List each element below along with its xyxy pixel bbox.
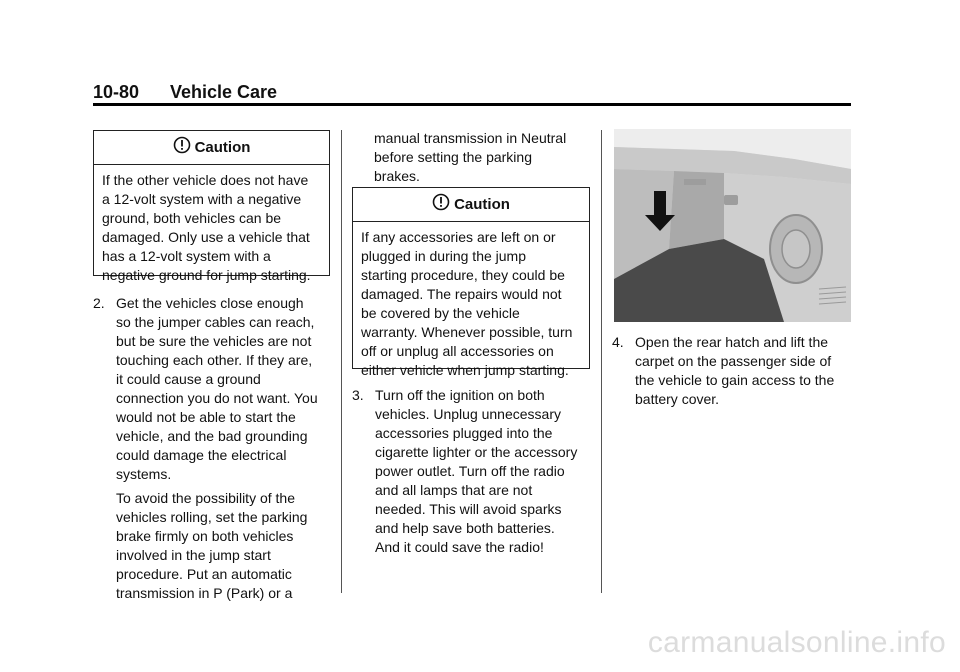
text-line: manual transmission in Neutral [374,130,567,146]
text-line: accessories plugged into the [375,425,553,441]
text-line: And it could save the radio! [375,539,544,555]
text-line: negative ground for jump starting. [102,267,311,283]
step-text [116,294,318,484]
text-line: battery cover. [635,391,720,407]
text-line: so the jumper cables can reach, [116,314,315,330]
step-number: 3. [352,387,364,403]
text-line: Get the vehicles close enough [116,295,304,311]
column-2-continuation [374,129,599,186]
text-line: involved in the jump start [116,547,271,563]
caution-text [94,165,329,285]
text-line: vehicles rolling, set the parking [116,509,308,525]
text-line: has a 12-volt system with a [102,248,271,264]
caution-label: Caution [194,139,251,156]
text-line: Open the rear hatch and lift the [635,334,829,350]
text-line: transmission in P (Park) or a [116,585,293,601]
text-line: damaged. The repairs would not [361,286,562,302]
text-line: vehicle, and the bad grounding [116,428,308,444]
text-line: but be sure the vehicles are not [116,333,312,349]
text-line: a 12-volt system with a negative [102,191,302,207]
text-line: damaged. Only use a vehicle that [102,229,310,245]
caution-header [94,131,329,165]
warning-icon [173,136,191,159]
text-line: it could cause a ground [116,371,261,387]
section-title: Vehicle Care [170,82,278,102]
text-line: power outlet. Turn off the radio [375,463,565,479]
text-line: carpet on the passenger side of [635,353,832,369]
text-line: and help save both batteries. [375,520,555,536]
text-line: vehicles. Unplug unnecessary [375,406,561,422]
step-number: 4. [612,334,624,350]
text-line: touching each other. If they are, [116,352,313,368]
text-line: starting procedure, they could be [361,267,565,283]
text-line: could damage the electrical [116,447,287,463]
text-line: Turn off the ignition on both [375,387,545,403]
text-line: either vehicle when jump starting. [361,362,569,378]
warning-icon [432,193,450,216]
text-line: cigarette lighter or the accessory [375,444,578,460]
text-line: If any accessories are left on or [361,229,556,245]
text-line: before setting the parking [374,149,532,165]
text-line: warranty. Whenever possible, turn [361,324,573,340]
column-divider-2 [601,130,602,593]
text-line: would not be able to start the [116,409,296,425]
header-rule [93,103,851,106]
text-line: procedure. Put an automatic [116,566,292,582]
text-line: the vehicle to gain access to the [635,372,835,388]
text-line: If the other vehicle does not have [102,172,309,188]
step-text [635,333,834,409]
text-line: off or unplug all accessories on [361,343,554,359]
text-line: ground, both vehicles can be [102,210,282,226]
text-line: brake firmly on both vehicles [116,528,294,544]
text-line: connection you do not want. You [116,390,318,406]
cargo-area-photo [614,129,851,322]
text-line: be covered by the vehicle [361,305,520,321]
caution-header [353,188,589,222]
caution-box-1 [93,130,330,283]
text-line: and all lamps that are not [375,482,533,498]
text-line: systems. [116,466,172,482]
column-divider-1 [341,130,342,593]
watermark: carmanualsonline.info [647,626,946,659]
step-text [375,386,577,557]
text-line: To avoid the possibility of the [116,490,295,506]
caution-text [353,222,589,380]
step-number: 2. [93,295,105,311]
caution-label: Caution [454,196,510,213]
text-line: needed. This will avoid sparks [375,501,562,517]
caution-box-2 [352,187,590,378]
step-2-followup [116,489,341,603]
page-number: 10-80 [93,82,140,102]
text-line: brakes. [374,168,420,184]
text-line: plugged in during the jump [361,248,527,264]
